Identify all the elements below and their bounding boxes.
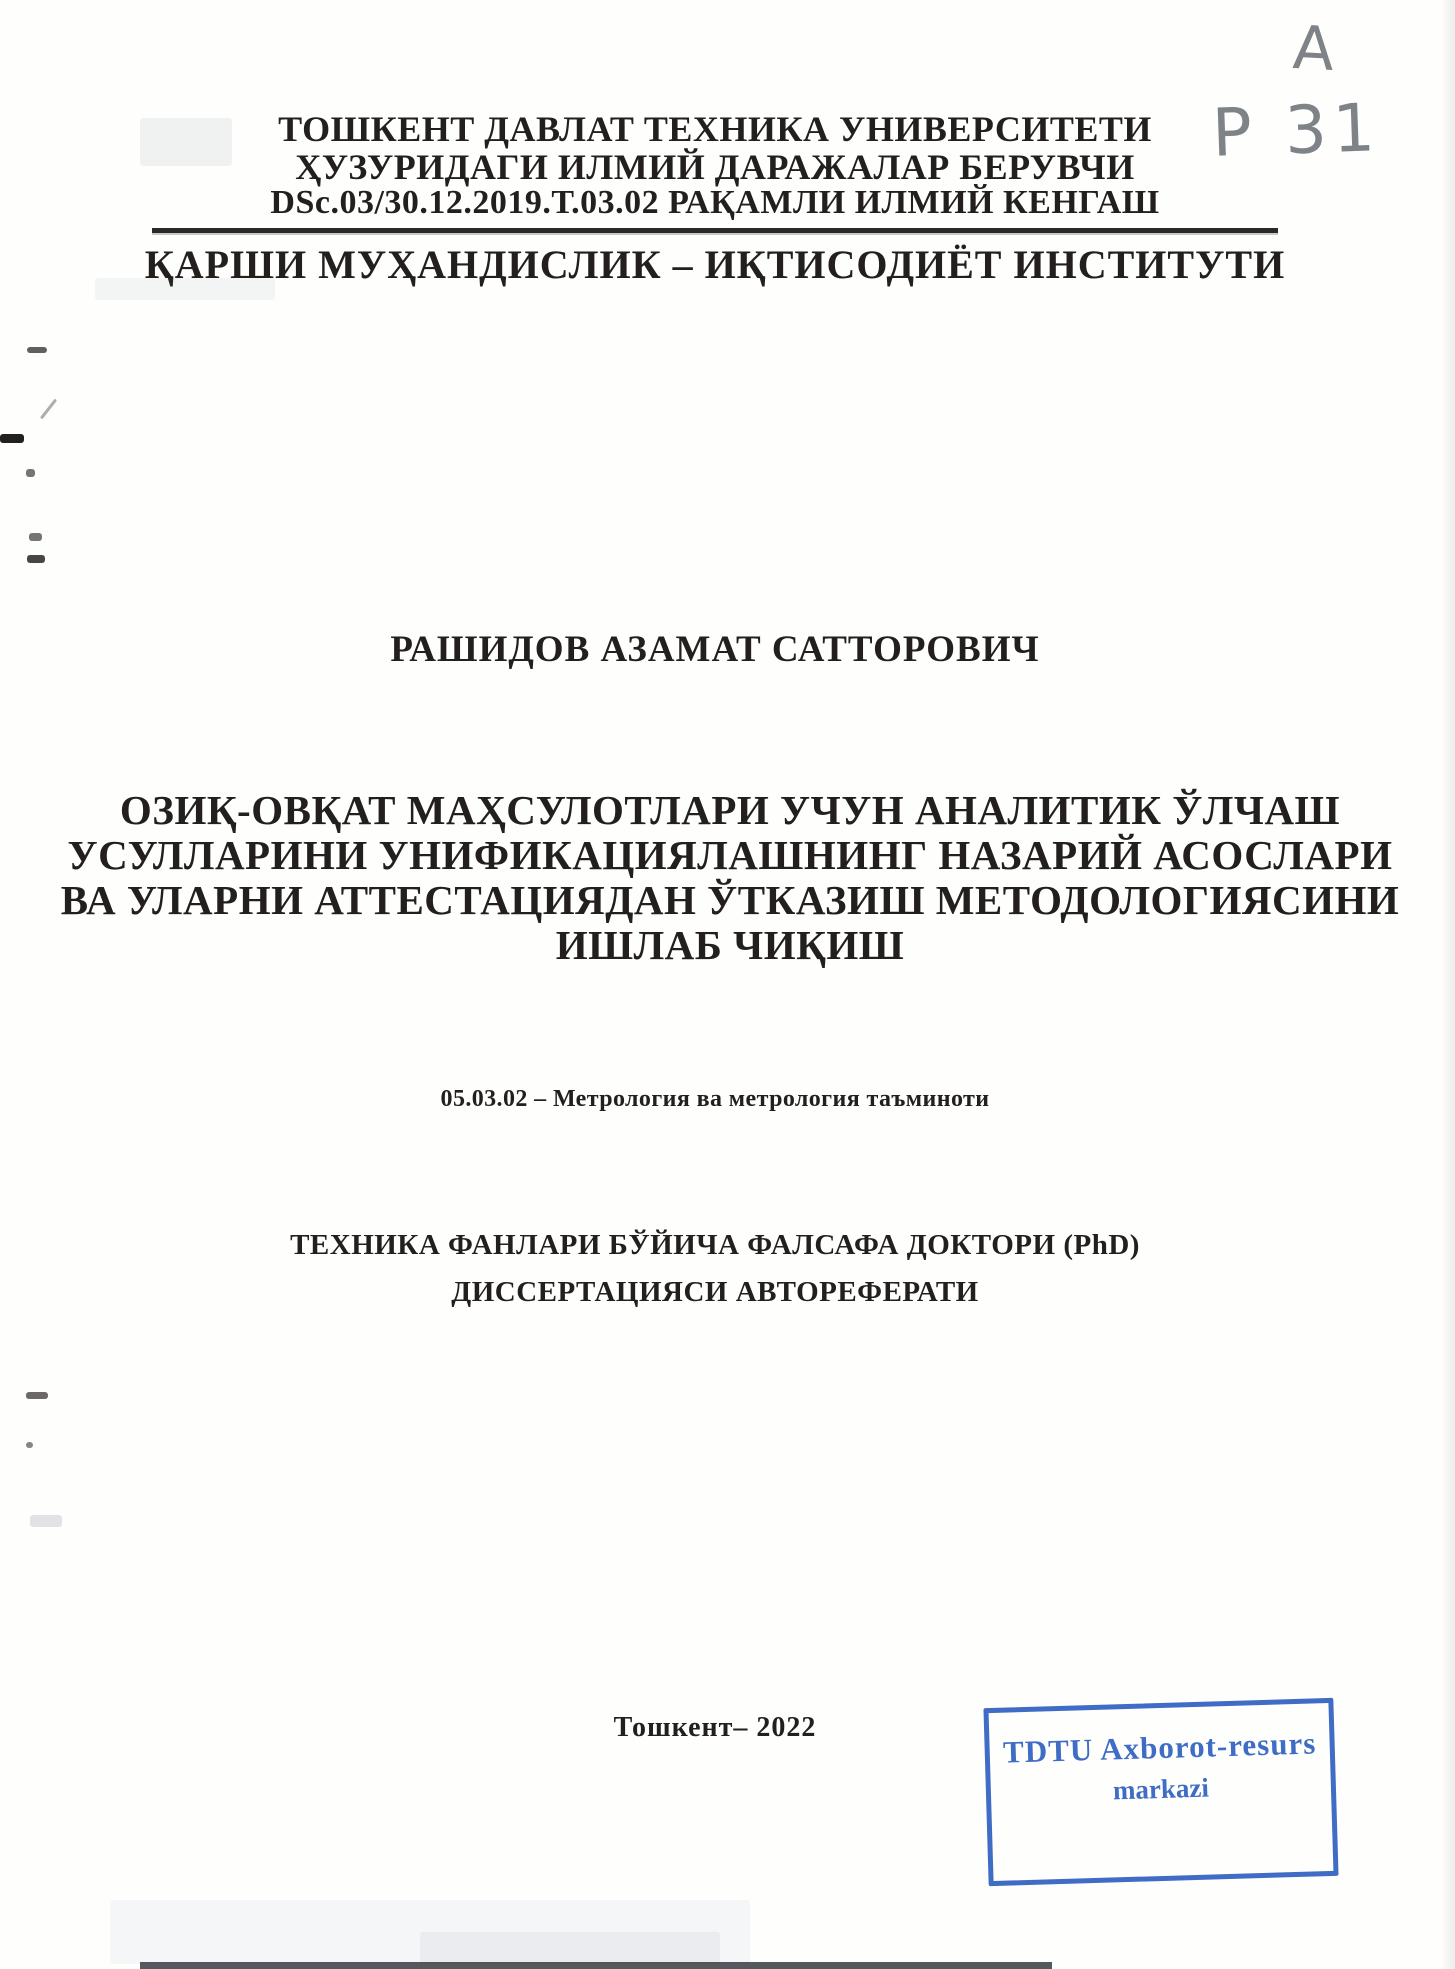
title-line-2: УСУЛЛАРИНИ УНИФИКАЦИЯЛАШНИНГ НАЗАРИЙ АСОСЛАРИ [67, 832, 1393, 878]
scan-artifact [26, 469, 35, 477]
author-name: РАШИДОВ АЗАМАТ САТТОРОВИЧ [390, 629, 1040, 670]
scientific-council-code-line: DSc.03/30.12.2019.Т.03.02 РАҚАМЛИ ИЛМИЙ КЕНГАШ [270, 184, 1160, 221]
degree-line-1: ТЕХНИКА ФАНЛАРИ БЎЙИЧА ФАЛСАФА ДОКТОРИ (PhD) [290, 1229, 1140, 1261]
dissertation-title [20, 788, 1440, 968]
scan-smudge [140, 118, 232, 166]
scan-bottom-edge [140, 1962, 1052, 1969]
library-stamp [983, 1698, 1338, 1886]
scan-artifact [26, 1442, 33, 1448]
stamp-line-1: TDTU Axborot-resurs [1002, 1725, 1317, 1770]
scan-artifact [30, 1515, 62, 1527]
scan-smudge [420, 1932, 720, 1966]
handwritten-letter: A [1291, 12, 1336, 86]
handwritten-shelf-code: P 31 [1210, 89, 1383, 172]
degree-line-2: ДИССЕРТАЦИЯСИ АВТОРЕФЕРАТИ [451, 1276, 979, 1308]
title-line-1: ОЗИҚ-ОВҚАТ МАҲСУЛОТЛАРИ УЧУН АНАЛИТИК ЎЛЧАШ [119, 787, 1341, 833]
scan-smudge [95, 278, 275, 300]
scan-artifact [27, 555, 45, 563]
title-line-4: ИШЛАБ ЧИҚИШ [555, 922, 905, 968]
scan-artifact [27, 347, 47, 353]
stamp-line-2: markazi [1112, 1772, 1210, 1806]
scan-artifact [0, 434, 24, 443]
title-line-3: ВА УЛАРНИ АТТЕСТАЦИЯДАН ЎТКАЗИШ МЕТОДОЛОГИЯСИНИ [60, 877, 1400, 923]
scan-artifact [26, 1392, 48, 1399]
degree-statement [5, 1222, 1425, 1316]
specialty-code-line: 05.03.02 – Метрология ва метрология таъминоти [440, 1086, 990, 1112]
page-edge-shadow [1441, 0, 1455, 1969]
city-year-line: Тошкент– 2022 [613, 1712, 817, 1743]
institution-line-1: ТОШКЕНТ ДАВЛАТ ТЕХНИКА УНИВЕРСИТЕТИ [278, 109, 1152, 149]
header-divider-rule [152, 228, 1278, 233]
institution-line-2: ҲУЗУРИДАГИ ИЛМИЙ ДАРАЖАЛАР БЕРУВЧИ [295, 147, 1135, 187]
scan-artifact [29, 533, 42, 541]
institute-name-line: ҚАРШИ МУҲАНДИСЛИК – ИҚТИСОДИЁТ ИНСТИТУТИ [144, 242, 1286, 287]
scan-artifact [40, 399, 57, 420]
